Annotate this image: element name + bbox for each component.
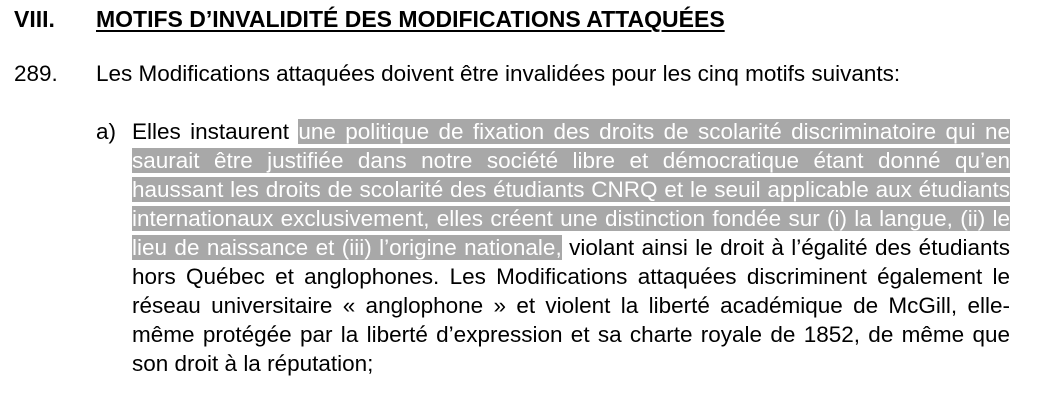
paragraph-intro: Les Modifications attaquées doivent être invalidées pour les cinq motifs suivants: <box>96 61 901 86</box>
paragraph-number: 289. <box>14 61 58 86</box>
item-text-after-highlight: violant ainsi le droit à l’égalité des étudiants hors Québec et anglophones. Les Modifications attaquées discriminent également le réseau universitaire « anglophone » et violent la liberté académique de McGill, elle-même protégée par la liberté d’expression et sa charte royale de 1852, de même que son droit à la réputation; <box>132 235 1010 376</box>
section-heading: MOTIFS D’INVALIDITÉ DES MODIFICATIONS ATTAQUÉES <box>96 6 725 32</box>
highlighted-selection[interactable]: une politique de fixation des droits de scolarité discriminatoire qui ne saurait être justifiée dans notre société libre et démocratique étant donné qu’en haussant les droits de scolarité des étudiants CNRQ et le seuil applicable aux étudiants internationaux exclusivement, elles créent une distinction fondée sur (i) la langue, (ii) le lieu de naissance et (iii) l’origine nationale, <box>132 119 1010 260</box>
list-item-body <box>132 117 1010 378</box>
item-text-before-highlight: Elles instaurent <box>132 119 299 144</box>
section-number: VIII. <box>14 6 55 32</box>
list-item-label: a) <box>96 119 117 144</box>
